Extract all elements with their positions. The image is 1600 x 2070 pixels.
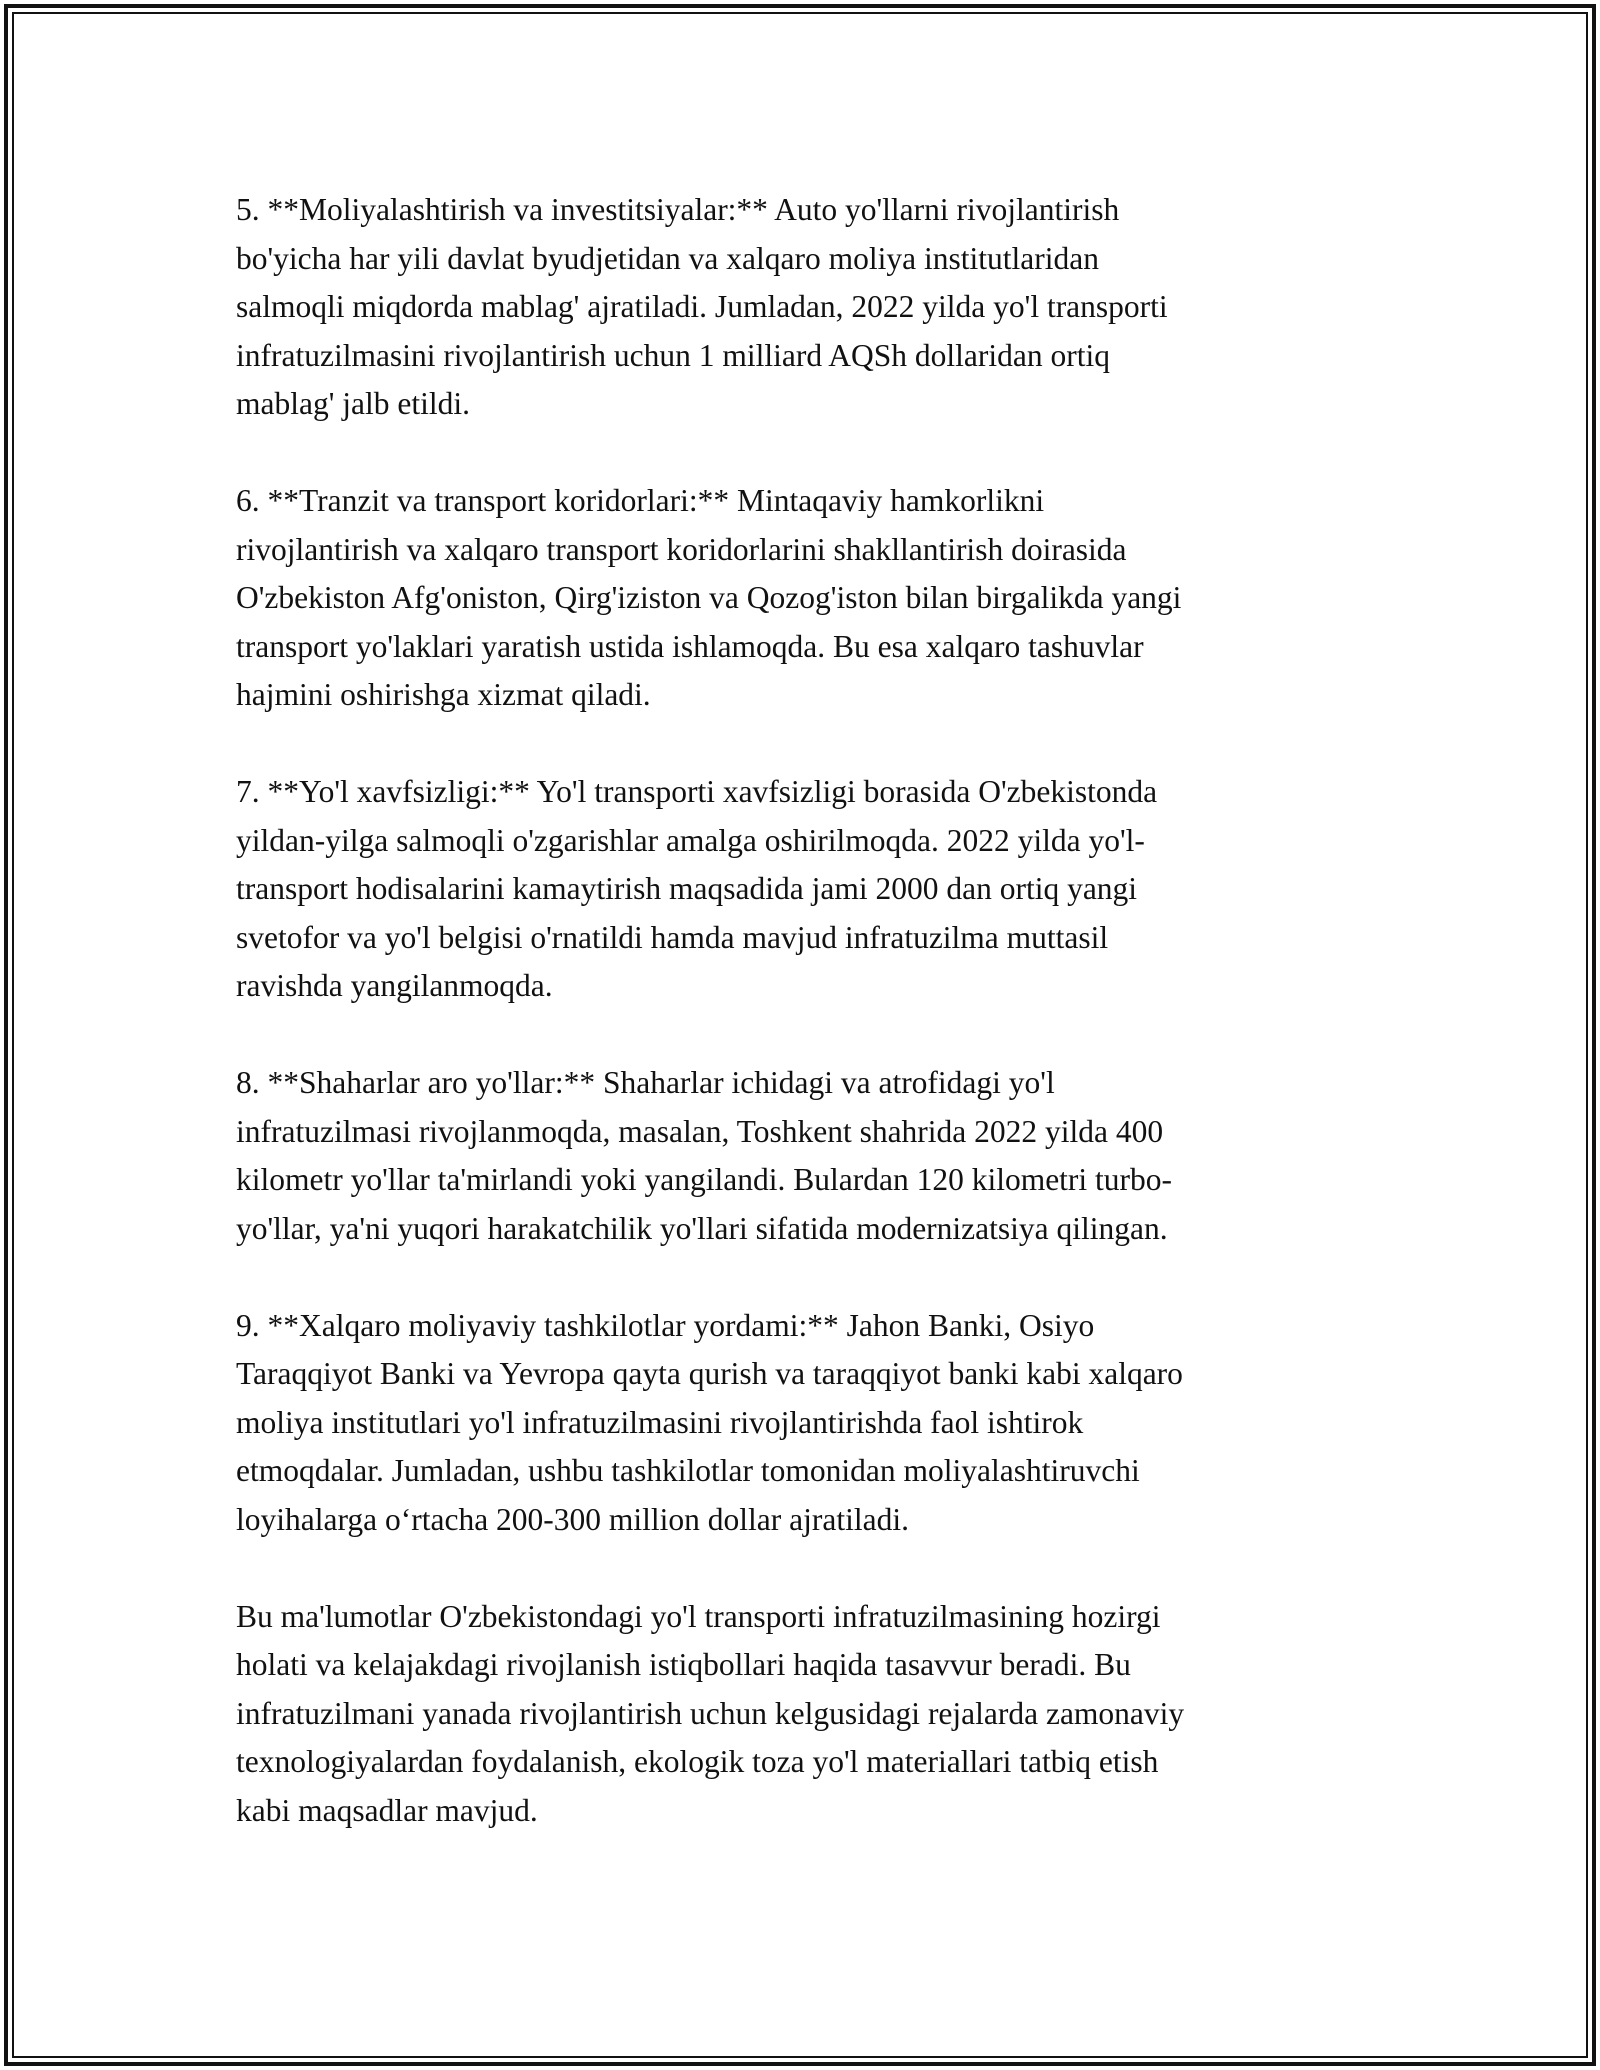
paragraph-international-finance: 9. **Xalqaro moliyaviy tashkilotlar yordami:** Jahon Banki, Osiyo Taraqqiyot Banki va Yevropa qayta qurish va taraqqiyot banki kabi xalqaro moliya institutlari yo'l infratuzilmasini rivojlantirishda faol ishtirok etmoqdalar. Jumladan, ushbu tashkilotlar tomonidan moliyalashtiruvchi loyihalarga oʻrtacha 200-300 million dollar ajratiladi.	[236, 1307, 1183, 1537]
paragraph-transit-corridors: 6. **Tranzit va transport koridorlari:** Mintaqaviy hamkorlikni rivojlantirish va xalqaro transport koridorlarini shakllantirish doirasida O'zbekiston Afg'oniston, Qirg'iziston va Qozog'iston bilan birgalikda yangi transport yo'laklari yaratish ustida ishlamoqda. Bu esa xalqaro tashuvlar hajmini oshirishga xizmat qiladi.	[236, 483, 1182, 712]
document-body	[236, 186, 1366, 1884]
paragraph-road-safety: 7. **Yo'l xavfsizligi:** Yo'l transporti xavfsizligi borasida O'zbekistonda yildan-yilga salmoqli o'zgarishlar amalga oshirilmoqda. 2022 yilda yo'l- transport hodisalarini kamaytirish maqsadida jami 2000 dan ortiq yangi svetofor va yo'l belgisi o'rnatildi hamda mavjud infratuzilma muttasil ravishda yangilanmoqda.	[236, 774, 1158, 1003]
paragraph-financing: 5. **Moliyalashtirish va investitsiyalar:** Auto yo'llarni rivojlantirish bo'yicha har yili davlat byudjetidan va xalqaro moliya institutlaridan salmoqli miqdorda mablag' ajratiladi. Jumladan, 2022 yilda yo'l transporti infratuzilmasini rivojlantirish uchun 1 milliard AQSh dollaridan ortiq mablag' jalb etildi.	[236, 192, 1168, 421]
paragraph-conclusion: Bu ma'lumotlar O'zbekistondagi yo'l transporti infratuzilmasining hozirgi holati va kelajakdagi rivojlanish istiqbollari haqida tasavvur beradi. Bu infratuzilmani yanada rivojlantirish uchun kelgusidagi rejalarda zamonaviy texnologiyalardan foydalanish, ekologik toza yo'l materiallari tatbiq etish kabi maqsadlar mavjud.	[236, 1598, 1185, 1828]
paragraph-intercity-roads: 8. **Shaharlar aro yo'llar:** Shaharlar ichidagi va atrofidagi yo'l infratuzilmasi rivojlanmoqda, masalan, Toshkent shahrida 2022 yilda 400 kilometr yo'llar ta'mirlandi yoki yangilandi. Bulardan 120 kilometri turbo- yo'llar, ya'ni yuqori harakatchilik yo'llari sifatida modernizatsiya qilingan.	[236, 1065, 1173, 1246]
